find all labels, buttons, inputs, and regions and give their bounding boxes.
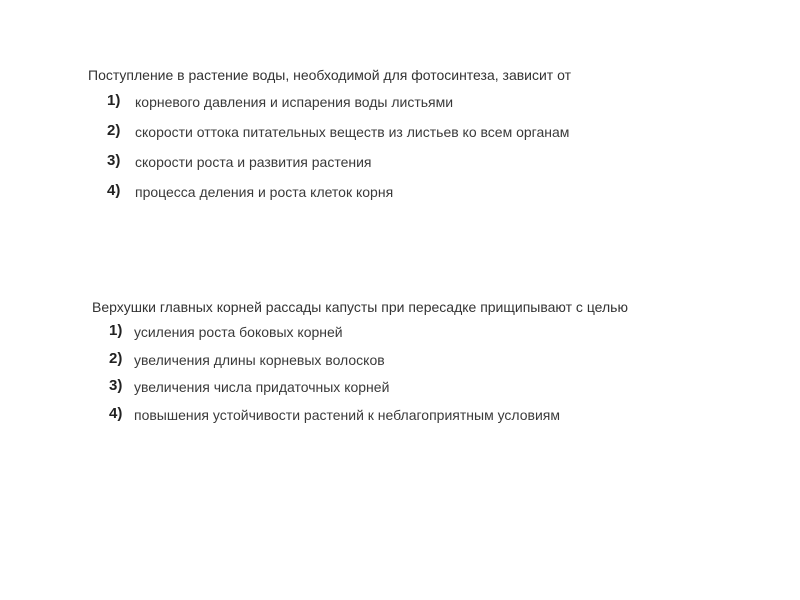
option-text: увеличения числа придаточных корней [134,379,390,395]
option-text: усиления роста боковых корней [134,324,343,340]
option-text: скорости оттока питательных веществ из листьев ко всем органам [135,124,570,140]
option-text: процесса деления и роста клеток корня [135,184,394,200]
option-text: увеличения длины корневых волосков [134,352,385,368]
option-number: 2) [107,122,121,139]
option-number: 1) [107,92,121,109]
option-text: повышения устойчивости растений к неблагоприятным условиям [134,407,561,423]
option-text: корневого давления и испарения воды листьями [135,94,454,110]
question-2-text: Верхушки главных корней рассады капусты при пересадке прищипывают с целью [92,299,628,315]
option-number: 2) [109,350,123,367]
option-number: 4) [107,182,121,199]
option-number: 3) [109,377,123,394]
option-number: 4) [109,405,123,422]
option-number: 1) [109,322,123,339]
question-1-text: Поступление в растение воды, необходимой для фотосинтеза, зависит от [88,67,571,83]
option-text: скорости роста и развития растения [135,154,372,170]
option-number: 3) [107,152,121,169]
